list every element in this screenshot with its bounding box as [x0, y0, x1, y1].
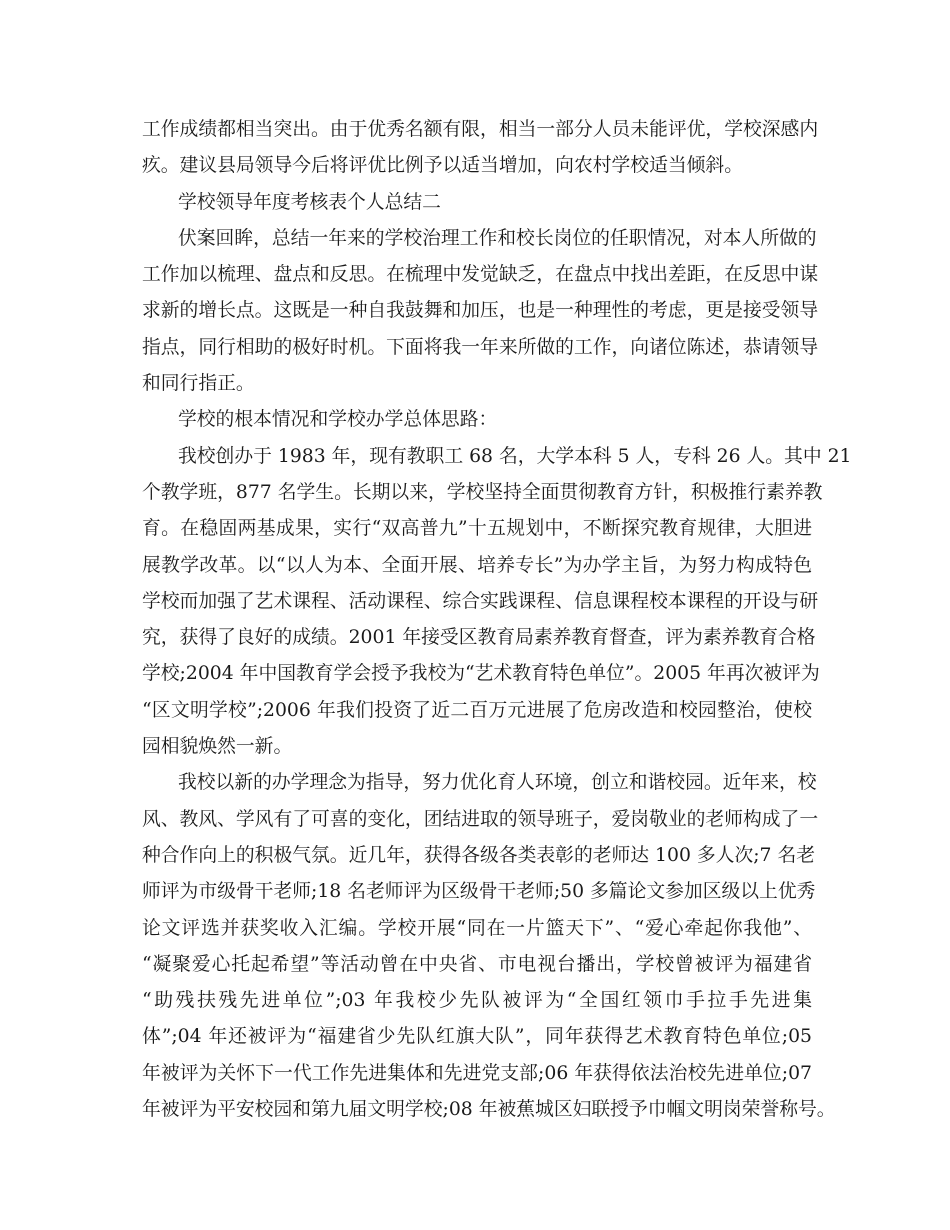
- text-line: 我校以新的办学理念为指导，努力优化育人环境，创立和谐校园。近年来，校: [178, 772, 817, 794]
- text-line: 园相貌焕然一新。: [142, 736, 293, 758]
- text-line: 伏案回眸，总结一年来的学校治理工作和校长岗位的任职情况，对本人所做的: [178, 227, 817, 249]
- text-line: 年被评为平安校园和第九届文明学校;08 年被蕉城区妇联授予巾帼文明岗荣誉称号。: [142, 1099, 836, 1121]
- paragraph: [142, 402, 812, 438]
- paragraph: [142, 221, 819, 402]
- text-line: 学校领导年度考核表个人总结二: [178, 191, 441, 213]
- text-line: 个教学班，877 名学生。长期以来，学校坚持全面贯彻教育方针，积极推行素养教: [142, 481, 823, 503]
- paragraph: [142, 765, 836, 1128]
- text-line: 我校创办于 1983 年，现有教职工 68 名，大学本科 5 人，专科 26 人。其中 21: [178, 445, 852, 467]
- text-line: 工作加以梳理、盘点和反思。在梳理中发觉缺乏，在盘点中找出差距，在反思中谋: [142, 264, 819, 286]
- text-line: 疚。建议县局领导今后将评优比例予以适当增加，向农村学校适当倾斜。: [142, 155, 743, 177]
- text-line: 展教学改革。以“以人为本、全面开展、培养专长”为办学主旨，为努力构成特色: [142, 554, 812, 576]
- text-line: 工作成绩都相当突出。由于优秀名额有限，相当一部分人员未能评优，学校深感内: [142, 119, 819, 140]
- text-line: “凝聚爱心托起希望”等活动曾在中央省、市电视台播出，学校曾被评为福建省: [142, 953, 812, 975]
- text-line: 论文评选并获奖收入汇编。学校开展“同在一片篮天下”、“爱心牵起你我他”、: [142, 917, 812, 939]
- text-line: 学校;2004 年中国教育学会授予我校为“艺术教育特色单位”。2005 年再次被评为: [142, 663, 820, 685]
- text-line: “助残扶残先进单位”;03 年我校少先队被评为“全国红领巾手拉手先进集: [142, 990, 812, 1012]
- text-line: 育。在稳固两基成果，实行“双高普九”十五规划中，不断探究教育规律，大胆进: [142, 518, 812, 540]
- text-line: 求新的增长点。这既是一种自我鼓舞和加压，也是一种理性的考虑，更是接受领导: [142, 300, 819, 322]
- text-line: 师评为市级骨干老师;18 名老师评为区级骨干老师;50 多篇论文参加区级以上优秀: [142, 881, 816, 903]
- paragraph: [142, 185, 812, 221]
- paragraph: [142, 112, 819, 185]
- text-line: 体”;04 年还被评为“福建省少先队红旗大队”，同年获得艺术教育特色单位;05: [142, 1026, 812, 1048]
- text-line: 指点，同行相助的极好时机。下面将我一年来所做的工作，向诸位陈述，恭请领导: [142, 336, 819, 358]
- text-line: 学校而加强了艺术课程、活动课程、综合实践课程、信息课程校本课程的开设与研: [142, 590, 819, 612]
- document-body: [142, 112, 852, 1128]
- text-line: 学校的根本情况和学校办学总体思路：: [178, 409, 498, 431]
- paragraph: [142, 439, 852, 766]
- text-line: 年被评为关怀下一代工作先进集体和先进党支部;06 年获得依法治校先进单位;07: [142, 1062, 812, 1084]
- text-line: 风、教风、学风有了可喜的变化，团结进取的领导班子，爱岗敬业的老师构成了一: [142, 808, 819, 830]
- text-line: 种合作向上的积极气氛。近几年，获得各级各类表彰的老师达 100 多人次;7 名老: [142, 844, 816, 866]
- text-line: 和同行指正。: [142, 373, 255, 395]
- text-line: “区文明学校”;2006 年我们投资了近二百万元进展了危房改造和校园整治，使校: [142, 699, 812, 721]
- text-line: 究，获得了良好的成绩。2001 年接受区教育局素养教育督查，评为素养教育合格: [142, 627, 816, 649]
